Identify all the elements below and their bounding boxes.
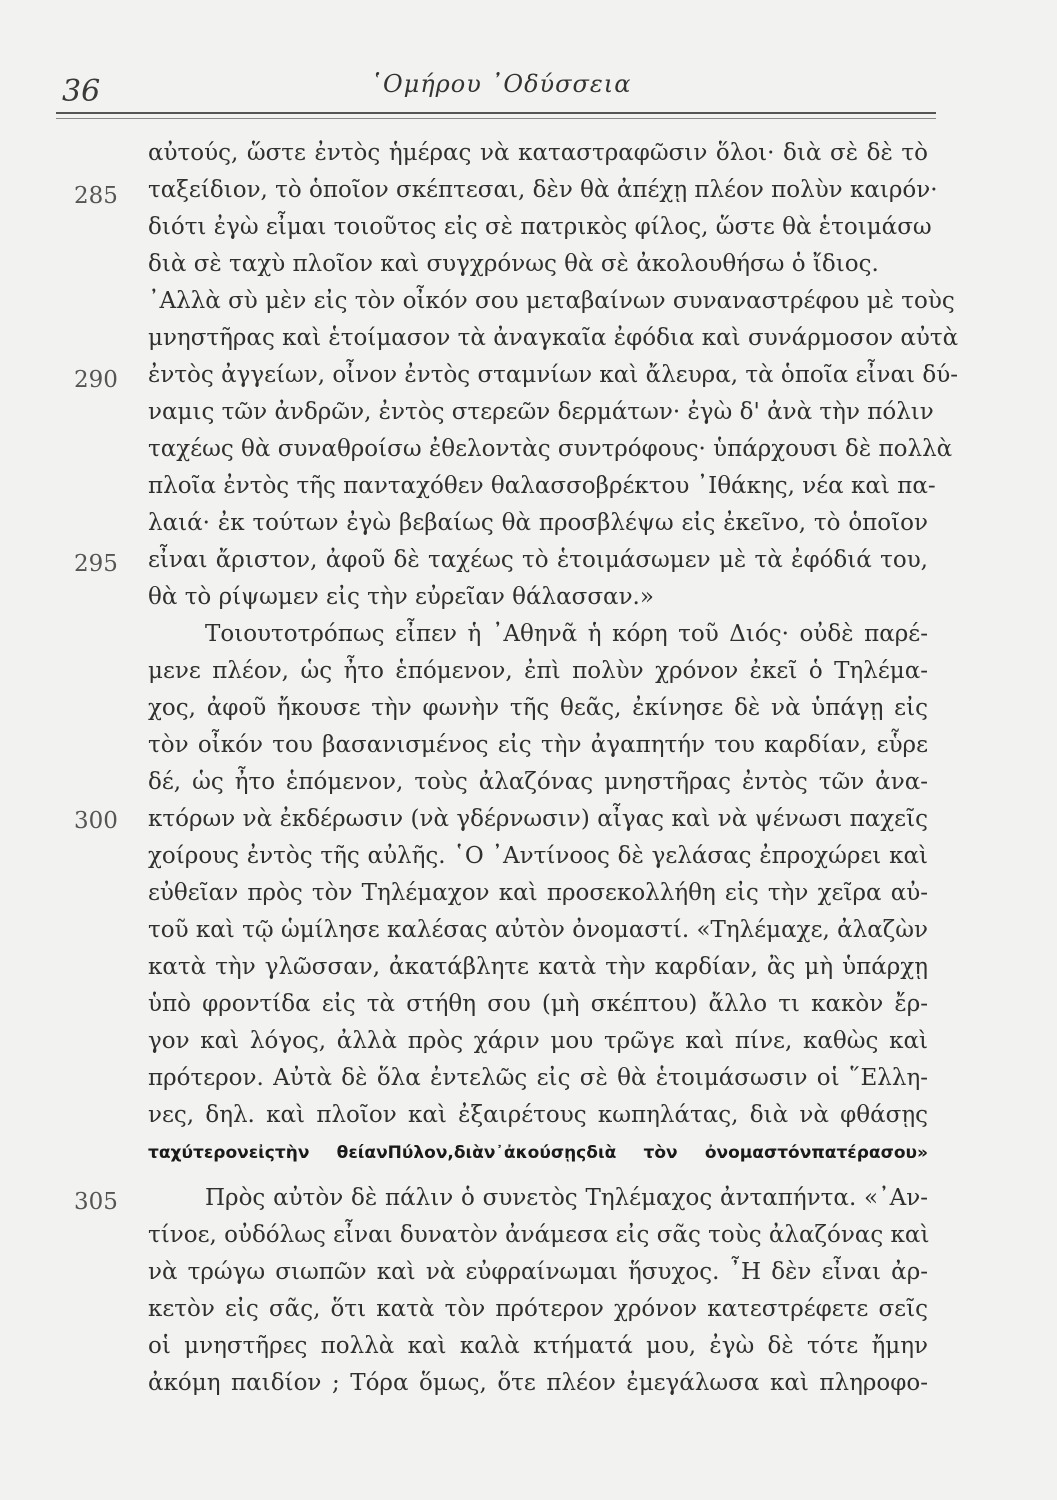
text-line: ᾿Αλλὰ σὺ μὲν εἰς τὸν οἶκόν σου μεταβαίνων συναναστρέφου μὲ τοὺς: [148, 288, 955, 314]
text-line: δέ, ὡς ἦτο ἑπόμενον, τοὺς ἀλαζόνας μνηστῆρας ἐντὸς τῶν ἀνα-: [148, 769, 928, 795]
text-line: εἶναι ἄριστον, ἀφοῦ δὲ ταχέως τὸ ἑτοιμάσωμεν μὲ τὰ ἐφόδιά του,: [148, 547, 928, 573]
text-line: ἀκόμη παιδίον ; Τόρα ὅμως, ὅτε πλέον ἐμεγάλωσα καὶ πληροφο-: [148, 1370, 928, 1396]
text-line: ταχέως θὰ συναθροίσω ἐθελοντὰς συντρόφους· ὑπάρχουσι δὲ πολλὰ: [148, 436, 953, 462]
text-line: ναμις τῶν ἀνδρῶν, ἐντὸς στερεῶν δερμάτων· ἐγὼ δ' ἀνὰ τὴν πόλιν: [148, 399, 934, 425]
text-line: νὰ τρώγω σιωπῶν καὶ νὰ εὐφραίνωμαι ἥσυχος. ῏Η δὲν εἶναι ἀρ-: [148, 1259, 928, 1285]
text-line: μνηστῆρας καὶ ἑτοίμασον τὰ ἀναγκαῖα ἐφόδια καὶ συνάρμοσον αὐτὰ: [148, 325, 959, 351]
text-line: γον καὶ λόγος, ἀλλὰ πρὸς χάριν μου τρῶγε καὶ πίνε, καθὼς καὶ: [148, 1028, 928, 1054]
text-line: κτόρων νὰ ἐκδέρωσιν (νὰ γδέρνωσιν) αἶγας καὶ νὰ ψένωσι παχεῖς: [148, 806, 928, 832]
text-line: ταξείδιον, τὸ ὁποῖον σκέπτεσαι, δὲν θὰ ἀπέχῃ πλέον πολὺν καιρόν·: [148, 177, 938, 203]
text-line-bold: ταχύτερονεἰςτὴν θείανΠύλον,διὰν᾿ἀκούσῃςδιὰ τὸν ὀνομαστόνπατέρασου»: [148, 1143, 928, 1163]
text-line: κατὰ τὴν γλῶσσαν, ἀκατάβλητε κατὰ τὴν καρδίαν, ἂς μὴ ὑπάρχῃ: [148, 954, 928, 980]
text-line: ἐντὸς ἀγγείων, οἶνον ἐντὸς σταμνίων καὶ ἄλευρα, τὰ ὁποῖα εἶναι δύ-: [148, 362, 958, 388]
text-line: διότι ἐγὼ εἶμαι τοιοῦτος εἰς σὲ πατρικὸς φίλος, ὥστε θὰ ἑτοιμάσω: [148, 214, 932, 240]
text-line: τοῦ καὶ τῷ ὡμίλησε καλέσας αὐτὸν ὀνομαστί. «Τηλέμαχε, ἀλαζὼν: [148, 917, 928, 943]
text-line: αὐτούς, ὥστε ἐντὸς ἡμέρας νὰ καταστραφῶσιν ὅλοι· διὰ σὲ δὲ τὸ: [148, 140, 928, 166]
text-line: εὐθεῖαν πρὸς τὸν Τηλέμαχον καὶ προσεκολλήθη εἰς τὴν χεῖρα αὐ-: [148, 880, 928, 906]
text-line: νες, δηλ. καὶ πλοῖον καὶ ἐξαιρέτους κωπηλάτας, διὰ νὰ φθάσῃς: [148, 1102, 928, 1128]
text-line: χος, ἀφοῦ ἤκουσε τὴν φωνὴν τῆς θεᾶς, ἐκίνησε δὲ νὰ ὑπάγῃ εἰς: [148, 695, 928, 721]
text-line: διὰ σὲ ταχὺ πλοῖον καὶ συγχρόνως θὰ σὲ ἀκολουθήσω ὁ ἴδιος.: [148, 251, 879, 277]
text-line: χοίρους ἐντὸς τῆς αὐλῆς. ῾Ο ᾿Αντίνοος δὲ γελάσας ἐπροχώρει καὶ: [148, 843, 928, 869]
line-number: 300: [74, 808, 118, 834]
text-line: τίνοε, οὐδόλως εἶναι δυνατὸν ἀνάμεσα εἰς σᾶς τοὺς ἀλαζόνας καὶ: [148, 1222, 930, 1248]
line-number: 295: [74, 551, 118, 577]
page-number: 36: [62, 74, 101, 109]
text-line: κετὸν εἰς σᾶς, ὅτι κατὰ τὸν πρότερον χρόνον κατεστρέφετε σεῖς: [148, 1296, 928, 1322]
running-title: ῾Ομήρου ᾿Οδύσσεια: [370, 70, 632, 98]
text-line: λαιά· ἐκ τούτων ἐγὼ βεβαίως θὰ προσβλέψω εἰς ἐκεῖνο, τὸ ὁποῖον: [148, 510, 928, 536]
text-line: θὰ τὸ ρίψωμεν εἰς τὴν εὐρεῖαν θάλασσαν.»: [148, 584, 654, 610]
text-line: πρότερον. Αὐτὰ δὲ ὅλα ἐντελῶς εἰς σὲ θὰ ἑτοιμάσωσιν οἱ ῞Ελλη-: [148, 1065, 928, 1091]
text-line: ὑπὸ φροντίδα εἰς τὰ στήθη σου (μὴ σκέπτου) ἄλλο τι κακὸν ἔρ-: [148, 991, 928, 1017]
text-line: οἱ μνηστῆρες πολλὰ καὶ καλὰ κτήματά μου, ἐγὼ δὲ τότε ἤμην: [148, 1333, 928, 1359]
text-line: τὸν οἶκόν του βασανισμένος εἰς τὴν ἀγαπητήν του καρδίαν, εὗρε: [148, 732, 928, 758]
paragraph-start-line: Πρὸς αὐτὸν δὲ πάλιν ὁ συνετὸς Τηλέμαχος ἀνταπήντα. «᾿Αν-: [205, 1185, 928, 1211]
text-line: μενε πλέον, ὡς ἦτο ἑπόμενον, ἐπὶ πολὺν χρόνον ἐκεῖ ὁ Τηλέμα-: [148, 658, 928, 684]
line-number: 285: [74, 183, 118, 209]
line-number: 305: [74, 1189, 118, 1215]
text-line: πλοῖα ἐντὸς τῆς πανταχόθεν θαλασσοβρέκτου ᾿Ιθάκης, νέα καὶ πα-: [148, 473, 936, 499]
line-number: 290: [74, 367, 118, 393]
paragraph-start-line: Τοιουτοτρόπως εἶπεν ἡ ᾿Αθηνᾶ ἡ κόρη τοῦ Διός· οὐδὲ παρέ-: [205, 621, 928, 647]
